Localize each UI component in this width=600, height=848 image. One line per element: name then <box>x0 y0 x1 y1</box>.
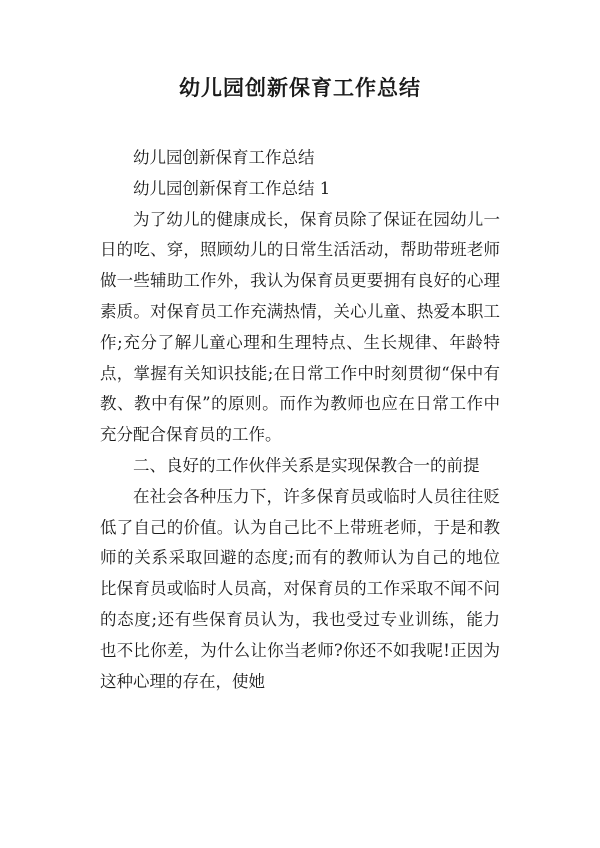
paragraph-section-title: 幼儿园创新保育工作总结 1 <box>133 178 331 198</box>
paragraph: 为了幼儿的健康成长，保育员除了保证在园幼儿一日的吃、穿，照顾幼儿的日常生活活动，帮助带班老师做一些辅助工作外，我认为保育员更要拥有良好的心理素质。对保育员工作充满热情，关心儿童、热爱本职工作;充分了解儿童心理和生理特点、生长规律、年龄特点，掌握有关知识技能;在日常工作中时刻贯彻“保中有教、教中有保”的原则。而作为教师也应在日常工作中充分配合保育员的工作。 <box>100 209 500 445</box>
document-title: 幼儿园创新保育工作总结 <box>179 76 421 100</box>
paragraph-subheading: 二、良好的工作伙伴关系是实现保教合一的前提 <box>133 455 480 475</box>
paragraph-heading: 幼儿园创新保育工作总结 <box>133 148 315 167</box>
document-body <box>100 143 500 697</box>
paragraph: 在社会各种压力下，许多保育员或临时人员往往贬低了自己的价值。认为自己比不上带班老师，于是和教师的关系采取回避的态度;而有的教师认为自己的地位比保育员或临时人员高，对保育员的工作采取不闻不问的态度;还有些保育员认为，我也受过专业训练，能力也不比你差，为什么让你当老师?你还不如我呢!正因为这种心理的存在，使她 <box>100 486 500 691</box>
